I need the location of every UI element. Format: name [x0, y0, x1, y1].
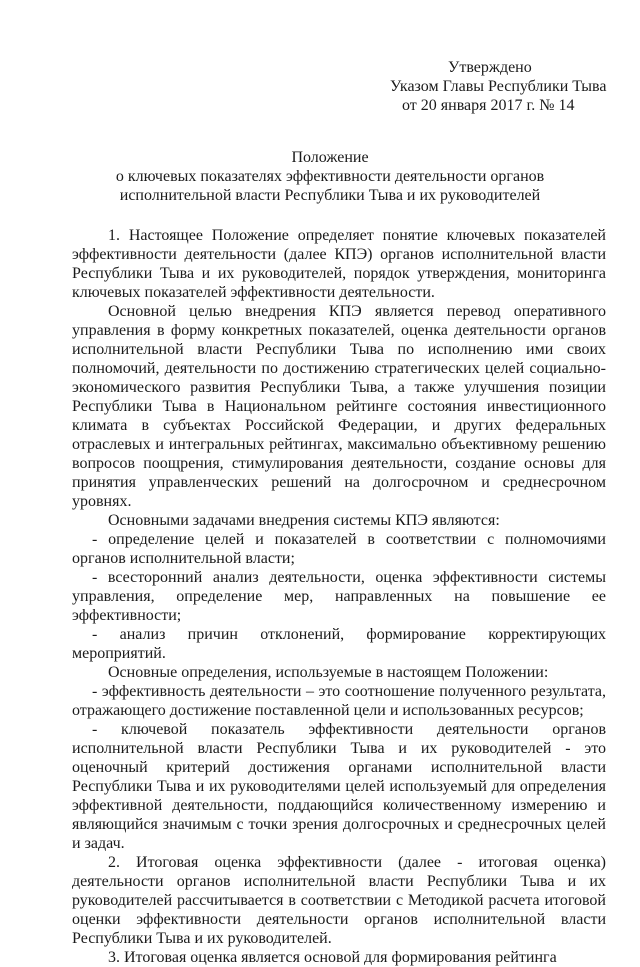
document-body	[72, 226, 606, 967]
approval-line: Утверждено	[448, 59, 532, 76]
document-title	[88, 148, 572, 205]
list-item: - ключевой показатель эффективности деятельности органов исполнительной власти Республики Тыва и их руководителей - это оценочный критерий достижения органами исполнительной власти Республики Тыва и их руководителями целей используемый для определения эффективной деятельности, поддающийся количественному измерению и являющийся значимым с точки зрения долгосрочных и среднесрочных целей и задач.	[72, 721, 606, 852]
title-line: Положение	[291, 149, 369, 166]
paragraph: 2. Итоговая оценка эффективности (далее - итоговая оценка) деятельности органов исполнительной власти Республики Тыва и их руководителей рассчитывается в соответствии с Методикой расчета итоговой оценки эффективности деятельности органов исполнительной власти Республики Тыва и их руководителей.	[72, 854, 606, 947]
list-item: - анализ причин отклонений, формирование корректирующих мероприятий.	[72, 626, 606, 662]
paragraph: Основные определения, используемые в настоящем Положении:	[108, 664, 549, 681]
approval-line: от 20 января 2017 г. № 14	[402, 97, 575, 114]
paragraph: Основной целью внедрения КПЭ является перевод оперативного управления в форму конкретных показателей, оценка деятельности органов исполнительной власти Республики Тыва по исполнению ими своих полномочий, деятельности по достижению стратегических целей социально-экономического развития Республики Тыва, а также улучшения позиции Республики Тыва в Национальном рейтинге состояния инвестиционного климата в субъектах Российской Федерации, и других федеральных отраслевых и интегральных рейтингах, максимально объективному решению вопросов поощрения, стимулирования деятельности, создание основы для принятия управленческих решений на долгосрочном и среднесрочном уровнях.	[72, 303, 606, 510]
title-line: о ключевых показателях эффективности деятельности органов	[115, 168, 545, 185]
list-item: - определение целей и показателей в соответствии с полномочиями органов исполнительной власти;	[72, 531, 606, 567]
list-item: - всесторонний анализ деятельности, оценка эффективности системы управления, определение мер, направленных на повышение ее эффективности;	[72, 569, 606, 624]
approval-line: Указом Главы Республики Тыва	[390, 78, 607, 95]
list-item: - эффективность деятельности – это соотношение полученного результата, отражающего достижение поставленной цели и использованных ресурсов;	[72, 683, 606, 719]
title-line: исполнительной власти Республики Тыва и их руководителей	[119, 187, 541, 204]
paragraph: 1. Настоящее Положение определяет понятие ключевых показателей эффективности деятельности (далее КПЭ) органов исполнительной власти Республики Тыва и их руководителей, порядок утверждения, мониторинга ключевых показателей эффективности деятельности.	[72, 227, 606, 301]
paragraph: 3. Итоговая оценка является основой для формирования рейтинга	[108, 949, 557, 966]
paragraph: Основными задачами внедрения системы КПЭ являются:	[108, 512, 500, 529]
approval-stamp	[368, 58, 623, 115]
